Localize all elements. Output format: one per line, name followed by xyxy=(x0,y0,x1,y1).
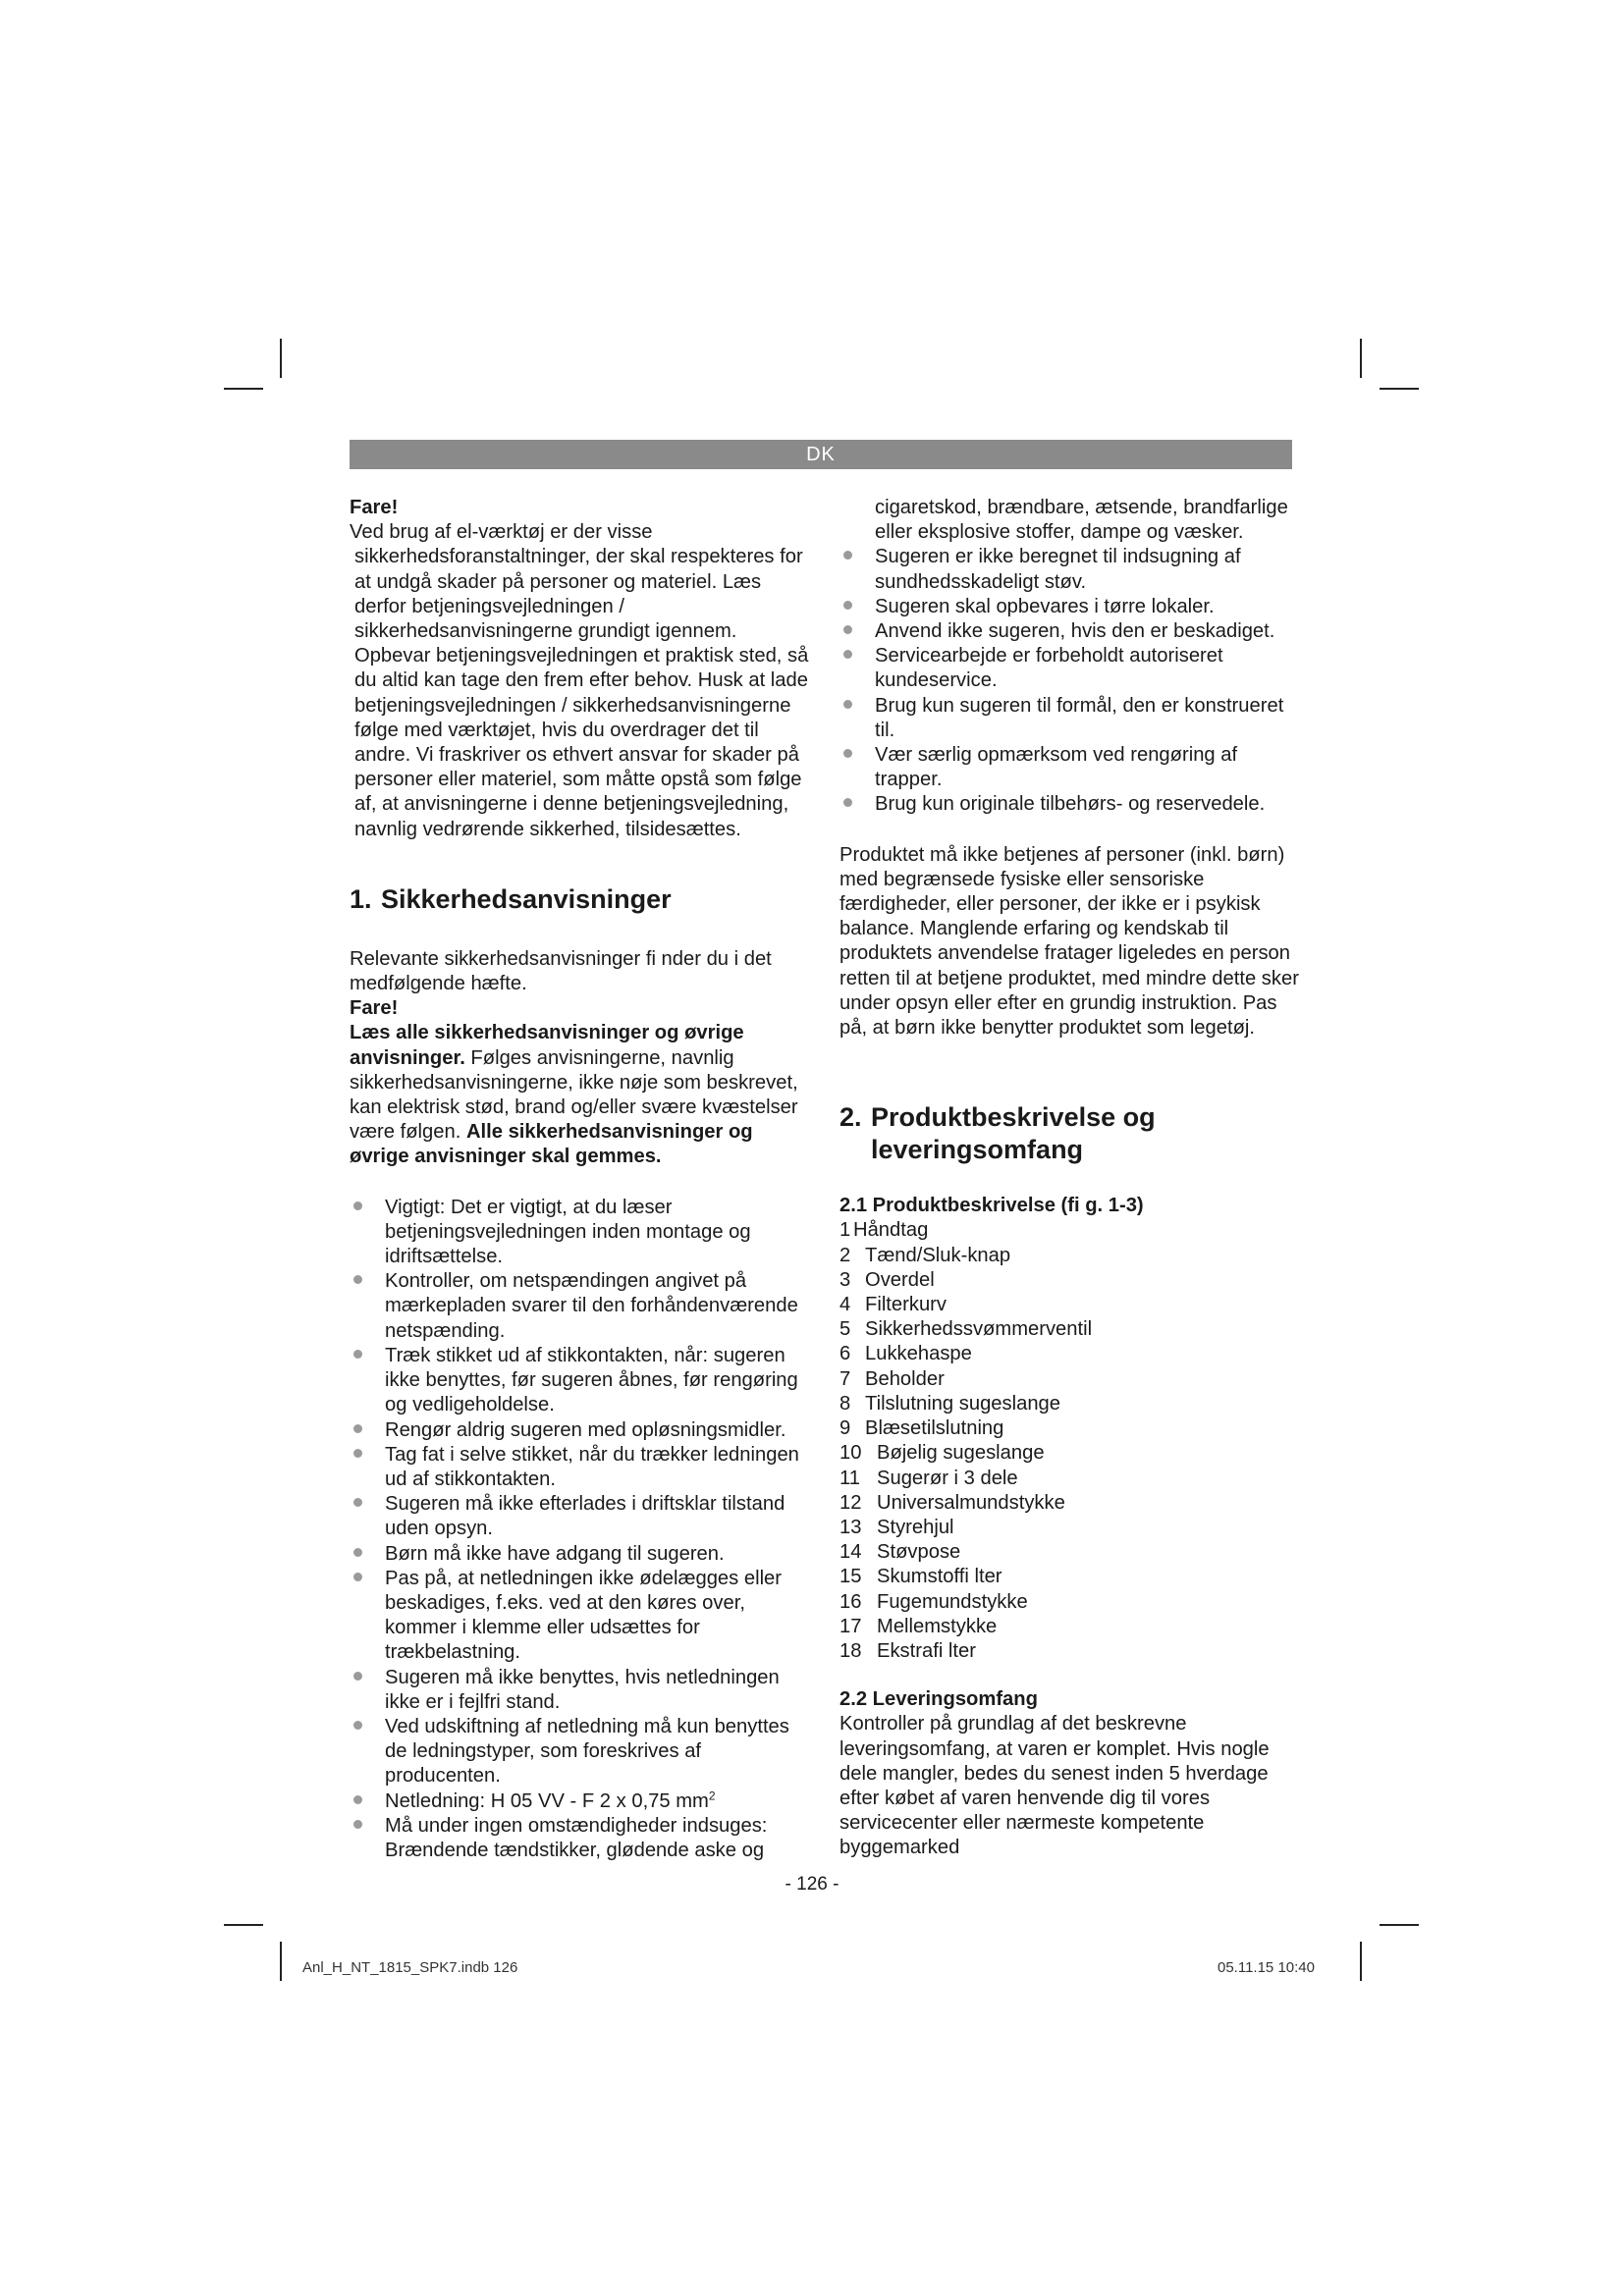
bullet-icon xyxy=(843,625,852,634)
section-1-intro: Relevante sikkerhedsanvisninger fi nder du i det medfølgende hæfte. xyxy=(350,947,772,995)
bullet-icon xyxy=(843,650,852,659)
crop-mark-top-right-h xyxy=(1380,388,1419,390)
bullet-icon xyxy=(353,1449,362,1458)
delivery-scope-paragraph: Kontroller på grundlag af det beskrevne leveringsomfang, at varen er komplet. Hvis nogle dele mangler, bedes du senest inden 5 hverdage efter købet af varen henvende dig til vores servicecenter eller nærmeste kompetente byggemarked xyxy=(839,1713,1270,1859)
list-item: Børn må ikke have adgang til sugeren. xyxy=(350,1542,811,1567)
list-item: Rengør aldrig sugeren med opløsningsmidler. xyxy=(350,1418,811,1443)
list-item: Kontroller, om netspændingen angivet på mærkepladen svarer til den forhåndenværende netspænding. xyxy=(350,1269,811,1344)
list-item: Ved udskiftning af netledning må kun benyttes de ledningstyper, som foreskrives af producenten. xyxy=(350,1715,811,1789)
superscript-2: 2 xyxy=(708,1788,716,1802)
list-item: 1 Håndtag xyxy=(839,1219,929,1242)
warning-bold-end: Alle sikkerhedsanvisninger og øvrige anvisninger skal gemmes. xyxy=(350,1121,753,1168)
list-item: Sugeren skal opbevares i tørre lokaler. xyxy=(839,595,1301,619)
list-item: Pas på, at netledningen ikke ødelægges eller beskadiges, f.eks. ved at den køres over, kommer i klemme eller udsættes for trækbelastning. xyxy=(350,1567,811,1666)
crop-mark-bottom-left-v xyxy=(280,1942,282,1981)
warning-bold-start: Læs alle sikkerhedsanvisninger og øvrige anvisninger. xyxy=(350,1022,744,1069)
warning-text: Følges anvisningerne, navnlig sikkerhedsanvisningerne, ikke nøje som beskrevet, kan elektrisk stød, brand og/eller svære kvæstelser være følgen. xyxy=(350,1046,798,1144)
list-item: 14 Støvpose xyxy=(839,1541,961,1564)
list-item: Træk stikket ud af stikkontakten, når: sugeren ikke benyttes, før sugeren åbnes, før rengøring og vedligeholdelse. xyxy=(350,1344,811,1418)
list-item: Sugeren er ikke beregnet til indsugning af sundhedsskadeligt støv. xyxy=(839,545,1301,594)
section-2-title-line-1: Produktbeskrivelse og xyxy=(871,1102,1156,1133)
bullet-icon xyxy=(353,1498,362,1507)
section-1-heading xyxy=(350,883,811,916)
list-item: 7 Beholder xyxy=(839,1367,945,1390)
bullet-icon xyxy=(353,1275,362,1284)
list-item: 4 Filterkurv xyxy=(839,1294,947,1316)
list-item: 3 Overdel xyxy=(839,1268,935,1291)
page-number: - 126 - xyxy=(785,1874,839,1895)
crop-mark-top-left-h xyxy=(224,388,263,390)
bullet-icon xyxy=(353,1672,362,1681)
list-item: 8 Tilslutning sugeslange xyxy=(839,1392,1061,1415)
language-tag: DK xyxy=(806,444,836,465)
continued-text: cigaretskod, brændbare, ætsende, brandfarlige eller eksplosive stoffer, dampe og væsker. xyxy=(875,497,1288,544)
list-item: 17 Mellemstykke xyxy=(839,1615,998,1637)
list-item: 13 Styrehjul xyxy=(839,1516,954,1538)
bullet-icon xyxy=(843,700,852,709)
crop-mark-bottom-left-h xyxy=(224,1924,263,1926)
safety-bullet-list-continued xyxy=(839,545,1301,817)
subsection-2-1-heading: 2.1 Produktbeskrivelse (fi g. 1-3) xyxy=(839,1195,1144,1217)
section-1-danger-label: Fare! xyxy=(350,997,399,1020)
crop-mark-bottom-right-h xyxy=(1380,1924,1419,1926)
list-item: Tag fat i selve stikket, når du trækker ledningen ud af stikkontakten. xyxy=(350,1443,811,1492)
bullet-icon xyxy=(843,798,852,807)
list-item: 9 Blæsetilslutning xyxy=(839,1417,1004,1440)
intro-paragraph: Ved brug af el-værktøj er der visse sikkerhedsforanstaltninger, der skal respekteres for at undgå skader på personer og materiel. Læs derfor betjeningsvejledningen / sikkerhedsanvisningerne grundigt igennem. Opbevar betjeningsvejledningen et praktisk sted, så du altid kan tage den frem efter behov. Husk at lade betjeningsvejledningen / sikkerhedsanvisningerne følge med værktøjet, hvis du overdrager det til andre. Vi fraskriver os ethvert ansvar for skader på personer eller materiel, som måtte opstå som følge af, at anvisningerne i denne betjeningsvejledning, navnlig vedrørende sikkerhed, tilsidesættes. xyxy=(350,521,809,840)
section-2-heading xyxy=(839,1101,1301,1166)
danger-heading: Fare! xyxy=(350,497,399,518)
bullet-icon xyxy=(353,1201,362,1210)
bullet-icon xyxy=(353,1350,362,1359)
children-safety-paragraph: Produktet må ikke betjenes af personer (inkl. børn) med begrænsede fysiske eller sensoriske færdigheder, eller personer, der ikke er i psykisk balance. Manglende erfaring og kendskab til produktets anvendelse fratager ligeledes en person retten til at betjene produktet, med mindre dette sker under opsyn eller efter en grundig instruktion. Pas på, at børn ikke benytter produktet som legetøj. xyxy=(839,843,1299,1040)
list-item: 18 Ekstrafi lter xyxy=(839,1639,976,1662)
list-item: 12 Universalmundstykke xyxy=(839,1491,1065,1514)
bullet-icon xyxy=(353,1548,362,1557)
list-item: 10 Bøjelig sugeslange xyxy=(839,1442,1045,1465)
footer-date-time: 05.11.15 10:40 xyxy=(1218,1959,1315,1976)
list-item: 15 Skumstoffi lter xyxy=(839,1566,1002,1588)
list-item: 11 Sugerør i 3 dele xyxy=(839,1467,1018,1489)
language-header-bar xyxy=(350,440,1292,469)
bullet-icon xyxy=(353,1573,362,1581)
list-item: Må under ingen omstændigheder indsuges: Brændende tændstikker, glødende aske og xyxy=(350,1814,811,1863)
list-item: Sugeren må ikke efterlades i driftsklar tilstand uden opsyn. xyxy=(350,1492,811,1541)
crop-mark-bottom-right-v xyxy=(1360,1942,1362,1981)
right-column xyxy=(839,496,1301,1861)
bullet-icon xyxy=(843,601,852,610)
list-item: Vigtigt: Det er vigtigt, at du læser betjeningsvejledningen inden montage og idriftsættelse. xyxy=(350,1196,811,1270)
list-item: 2 Tænd/Sluk-knap xyxy=(839,1244,1011,1266)
list-item: Brug kun originale tilbehørs- og reservedele. xyxy=(839,792,1301,817)
section-1-warning xyxy=(350,1021,811,1169)
section-2-number: 2. xyxy=(839,1102,862,1133)
bullet-icon xyxy=(353,1820,362,1829)
list-item: 6 Lukkehaspe xyxy=(839,1343,972,1365)
bullet-icon xyxy=(843,749,852,758)
list-item: 16 Fugemundstykke xyxy=(839,1590,1028,1613)
crop-mark-top-right-v xyxy=(1360,339,1362,378)
subsection-2-2-heading: 2.2 Leveringsomfang xyxy=(839,1688,1038,1711)
list-item: 5 Sikkerhedssvømmerventil xyxy=(839,1318,1093,1341)
list-item: Brug kun sugeren til formål, den er konstrueret til. xyxy=(839,694,1301,743)
crop-mark-top-left-v xyxy=(280,339,282,378)
bullet-icon xyxy=(843,551,852,560)
bullet-icon xyxy=(353,1721,362,1730)
parts-list xyxy=(839,1218,1301,1664)
list-item: Sugeren må ikke benyttes, hvis netledningen ikke er i fejlfri stand. xyxy=(350,1666,811,1715)
list-item-cable: Netledning: H 05 VV - F 2 x 0,75 $mm^2$ xyxy=(350,1789,811,1814)
bullet-icon xyxy=(353,1795,362,1804)
left-column xyxy=(350,496,811,1863)
section-1-title: Sikkerhedsanvisninger xyxy=(381,883,672,914)
list-item: Vær særlig opmærksom ved rengøring af trapper. xyxy=(839,743,1301,792)
bullet-icon xyxy=(353,1424,362,1433)
list-item: Anvend ikke sugeren, hvis den er beskadiget. xyxy=(839,619,1301,644)
section-2-title-line-2: leveringsomfang xyxy=(871,1135,1084,1165)
section-1-number: 1. xyxy=(350,883,372,914)
footer-file-name: Anl_H_NT_1815_SPK7.indb 126 xyxy=(302,1959,518,1976)
safety-bullet-list xyxy=(350,1196,811,1863)
list-item: Servicearbejde er forbeholdt autoriseret kundeservice. xyxy=(839,644,1301,693)
